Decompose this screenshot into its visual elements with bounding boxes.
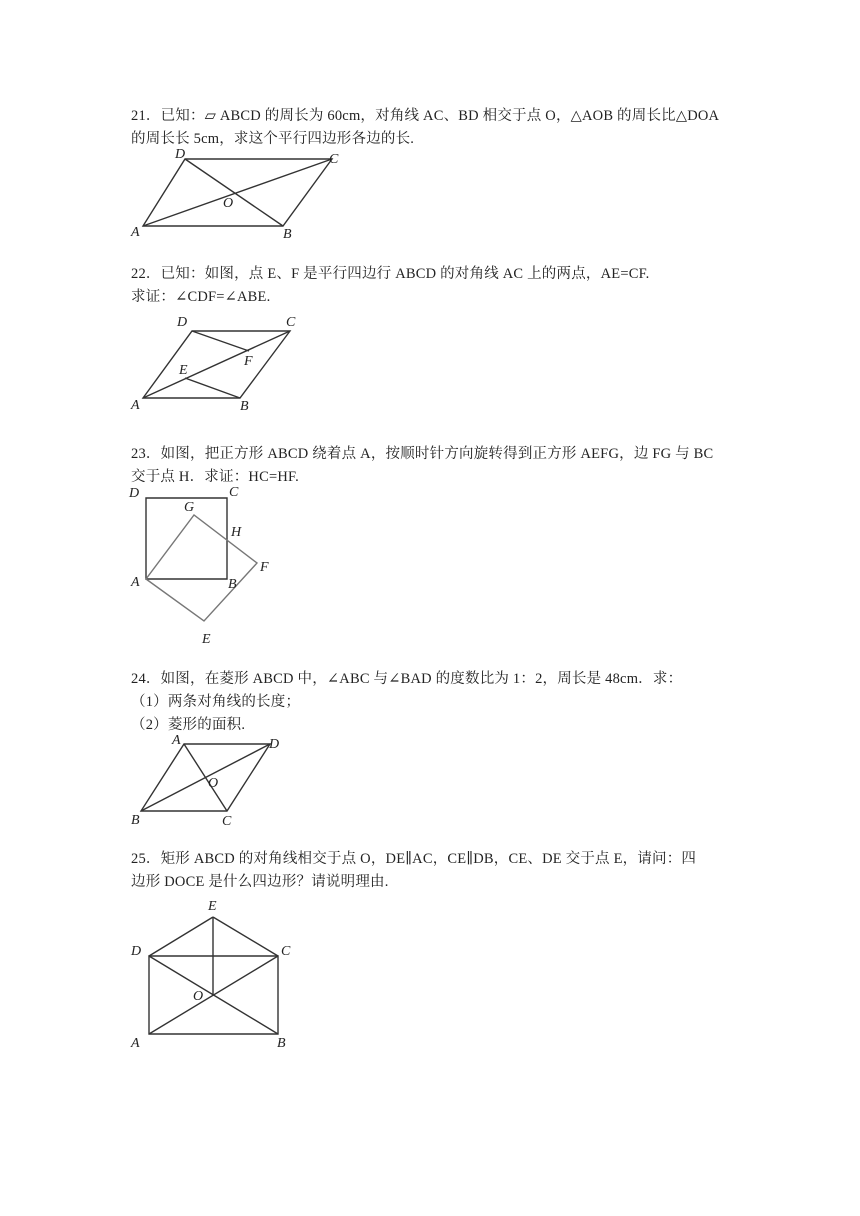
q22-line-2: 求证：∠CDF=∠ABE. <box>131 289 271 305</box>
q25-label-E: E <box>208 899 217 914</box>
q21-label-D: D <box>175 147 186 162</box>
q25-label-D: D <box>131 944 142 959</box>
q21-label-A: A <box>131 225 140 240</box>
q21-line-2: 的周长长 5cm，求这个平行四边形各边的长. <box>131 131 415 147</box>
q21-label-O: O <box>223 196 234 211</box>
q25-line-1: 25．矩形 ABCD 的对角线相交于点 O，DE∥AC，CE∥DB，CE、DE 交于点 E，请问：四 <box>131 851 697 867</box>
q22-line-1: 22．已知：如图，点 E、F 是平行四边行 ABCD 的对角线 AC 上的两点，AE=CF. <box>131 266 650 282</box>
q23-line-1: 23．如图，把正方形 ABCD 绕着点 A，按顺时针方向旋转得到正方形 AEFG，边 FG 与 BC <box>131 446 714 462</box>
q25-label-B: B <box>277 1036 286 1051</box>
q25-line-2: 边形 DOCE 是什么四边形？请说明理由. <box>131 874 389 890</box>
q24-label-O: O <box>208 776 219 791</box>
q23-label-C: C <box>229 485 239 500</box>
q23-label-F: F <box>260 560 269 575</box>
q22-label-B: B <box>240 399 249 414</box>
q23-label-G: G <box>184 500 195 515</box>
q23-label-B: B <box>228 577 237 592</box>
q25-segment-DE <box>149 917 213 956</box>
q21-line-1: 21．已知：▱ ABCD 的周长为 60cm，对角线 AC、BD 相交于点 O，△AOB 的周长比△DOA <box>131 108 720 124</box>
q24-label-D: D <box>269 737 280 752</box>
q25-label-O: O <box>193 989 204 1004</box>
q23-line-2: 交于点 H．求证：HC=HF. <box>131 469 299 485</box>
q23-label-D: D <box>129 486 140 501</box>
q23-label-H: H <box>231 525 242 540</box>
q21-label-C: C <box>329 152 339 167</box>
q25-label-A: A <box>131 1036 140 1051</box>
q24-line-1: 24．如图，在菱形 ABCD 中，∠ABC 与∠BAD 的度数比为 1：2，周长是 48cm．求： <box>131 671 683 687</box>
q22-label-D: D <box>177 315 188 330</box>
q21-label-B: B <box>283 227 292 242</box>
q23-label-A: A <box>131 575 140 590</box>
q24-label-A: A <box>172 733 181 748</box>
q24-line-3: （2）菱形的面积. <box>131 717 246 733</box>
q23-label-E: E <box>202 632 211 647</box>
q24-label-B: B <box>131 813 140 828</box>
q25-segment-CE <box>213 917 278 956</box>
q22-label-A: A <box>131 398 140 413</box>
q22-label-E: E <box>179 363 188 378</box>
q22-label-C: C <box>286 315 296 330</box>
q24-line-2: （1）两条对角线的长度； <box>131 694 301 710</box>
q22-label-F: F <box>244 354 253 369</box>
q24-label-C: C <box>222 814 232 829</box>
q25-label-C: C <box>281 944 291 959</box>
